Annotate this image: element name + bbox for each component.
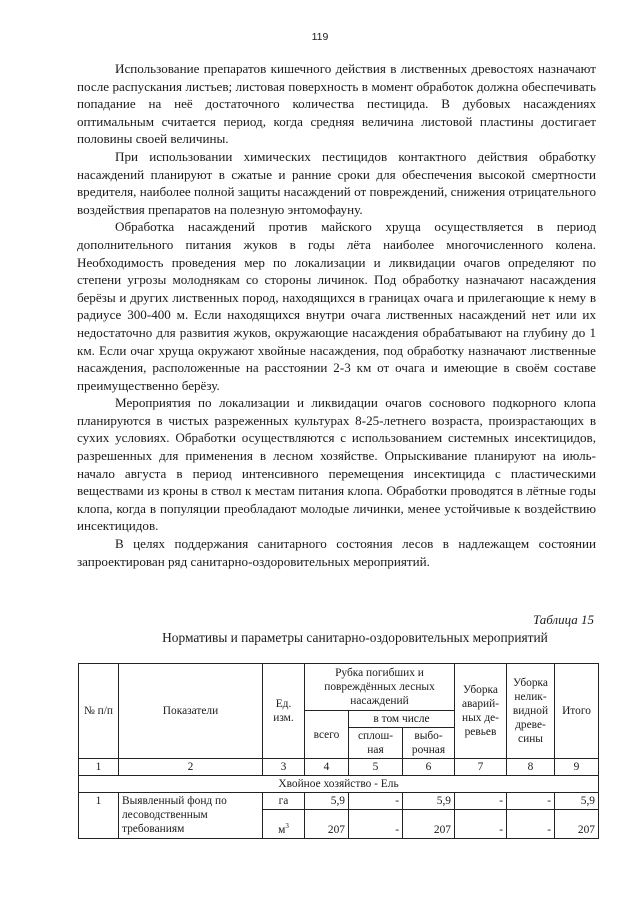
header-num: № п/п bbox=[79, 664, 119, 759]
norms-table bbox=[78, 663, 599, 839]
table-cell: 5,9 bbox=[555, 793, 599, 810]
header-including: в том числе bbox=[349, 711, 455, 728]
table-cell: 207 bbox=[555, 810, 599, 839]
row-unit bbox=[263, 810, 305, 839]
header-clear: сплош-ная bbox=[349, 728, 403, 759]
column-number: 7 bbox=[455, 759, 507, 776]
table-label: Таблица 15 bbox=[532, 612, 594, 627]
paragraph: В целях поддержания санитарного состояния лесов в надлежащем состоянии запроектирован ряд санитарно-оздоровительных мероприятий. bbox=[77, 536, 596, 569]
column-number: 6 bbox=[403, 759, 455, 776]
table-cell: - bbox=[455, 810, 507, 839]
table-cell: - bbox=[507, 793, 555, 810]
table-cell: 207 bbox=[403, 810, 455, 839]
text-body bbox=[77, 60, 596, 570]
header-total-felling: всего bbox=[305, 711, 349, 759]
header-felling: Рубка погибших и повреждённых лесных насаждений bbox=[305, 664, 455, 711]
header-illiquid: Уборка нелик-видной древе-сины bbox=[507, 664, 555, 759]
table-cell: 5,9 bbox=[403, 793, 455, 810]
paragraph: Обработка насаждений против майского хруща осуществляется в период дополнительного питания жуков в годы лёта наиболее многочисленного колена. Необходимость проведения мер по локализации и ликвидации очагов определяют по степени угрозы молоднякам со стороны личинок. Под обработку назначают насаждения берёзы и других лиственных пород, находящихся в границах очага и прилегающие к нему в радиусе 300-400 м. Если находящихся внутри очага лиственных насаждений нет или их недостаточно для развития жуков, окружающие насаждения обрабатывают на глубину до 1 км. Если очаг хруща окружают хвойные насаждения, под обработку назначают лиственные насаждения, расположенные на расстоянии 2-3 км от очага и имеющие в своём составе преимущественно берёзу. bbox=[77, 219, 596, 393]
header-unit: Ед. изм. bbox=[263, 664, 305, 759]
table-cell: - bbox=[455, 793, 507, 810]
section-title: Хвойное хозяйство - Ель bbox=[79, 776, 599, 793]
table-row bbox=[79, 793, 599, 810]
header-selective: выбо-рочная bbox=[403, 728, 455, 759]
table-cell: - bbox=[349, 810, 403, 839]
row-num: 1 bbox=[79, 793, 119, 839]
paragraph: При использовании химических пестицидов контактного действия обработку насаждений планируют в сжатые и ранние сроки для обеспечения высокой смертности вредителя, наиболее полной защиты насаждений от повреждений, снижения отрицательного воздействия препаратов на полезную энтомофауну. bbox=[77, 148, 596, 217]
unit-superscript: 3 bbox=[285, 822, 289, 831]
paragraph: Использование препаратов кишечного действия в лиственных древостоях назначают после распускания листьев; листовая поверхность в момент обработок должна обеспечивать попадание на неё достаточного количества пестицида. В дубовых насаждениях оптимальным считается период, когда средняя величина листовой пластины достигает половины своей величины. bbox=[77, 61, 596, 147]
column-number: 5 bbox=[349, 759, 403, 776]
table-header-row bbox=[79, 664, 599, 711]
table-cell: 5,9 bbox=[305, 793, 349, 810]
header-emergency: Уборка аварий-ных де-ревьев bbox=[455, 664, 507, 759]
column-number: 3 bbox=[263, 759, 305, 776]
page-number: 119 bbox=[311, 31, 329, 43]
table-cell: - bbox=[349, 793, 403, 810]
table-title: Нормативы и параметры санитарно-оздоровительных мероприятий bbox=[162, 630, 548, 645]
header-indicators: Показатели bbox=[119, 664, 263, 759]
column-number: 9 bbox=[555, 759, 599, 776]
column-number: 1 bbox=[79, 759, 119, 776]
paragraph: Мероприятия по локализации и ликвидации очагов соснового подкорного клопа планируются в чистых разреженных культурах 8-25-летнего возраста, произрастающих в сухих условиях. Обработки осуществляются с использованием системных инсектицидов, разрешенных для применения в лесном хозяйстве. Опрыскивание планируют на июль-начало августа в период интенсивного перемещения инсектицида с пластическими веществами из кроны в ствол к местам питания клопа. Обработки проводятся в лётные годы клопа, когда в популяции преобладают молодые личинки, менее устойчивые к воздействию инсектицидов. bbox=[77, 395, 596, 534]
column-number: 4 bbox=[305, 759, 349, 776]
column-number: 8 bbox=[507, 759, 555, 776]
row-unit: га bbox=[263, 793, 305, 810]
row-indicator: Выявленный фонд по лесоводственным требованиям bbox=[119, 793, 263, 839]
section-row bbox=[79, 776, 599, 793]
table-cell: 207 bbox=[305, 810, 349, 839]
unit-text: м bbox=[278, 824, 286, 836]
table-cell: - bbox=[507, 810, 555, 839]
column-numbers-row bbox=[79, 759, 599, 776]
header-total: Итого bbox=[555, 664, 599, 759]
column-number: 2 bbox=[119, 759, 263, 776]
